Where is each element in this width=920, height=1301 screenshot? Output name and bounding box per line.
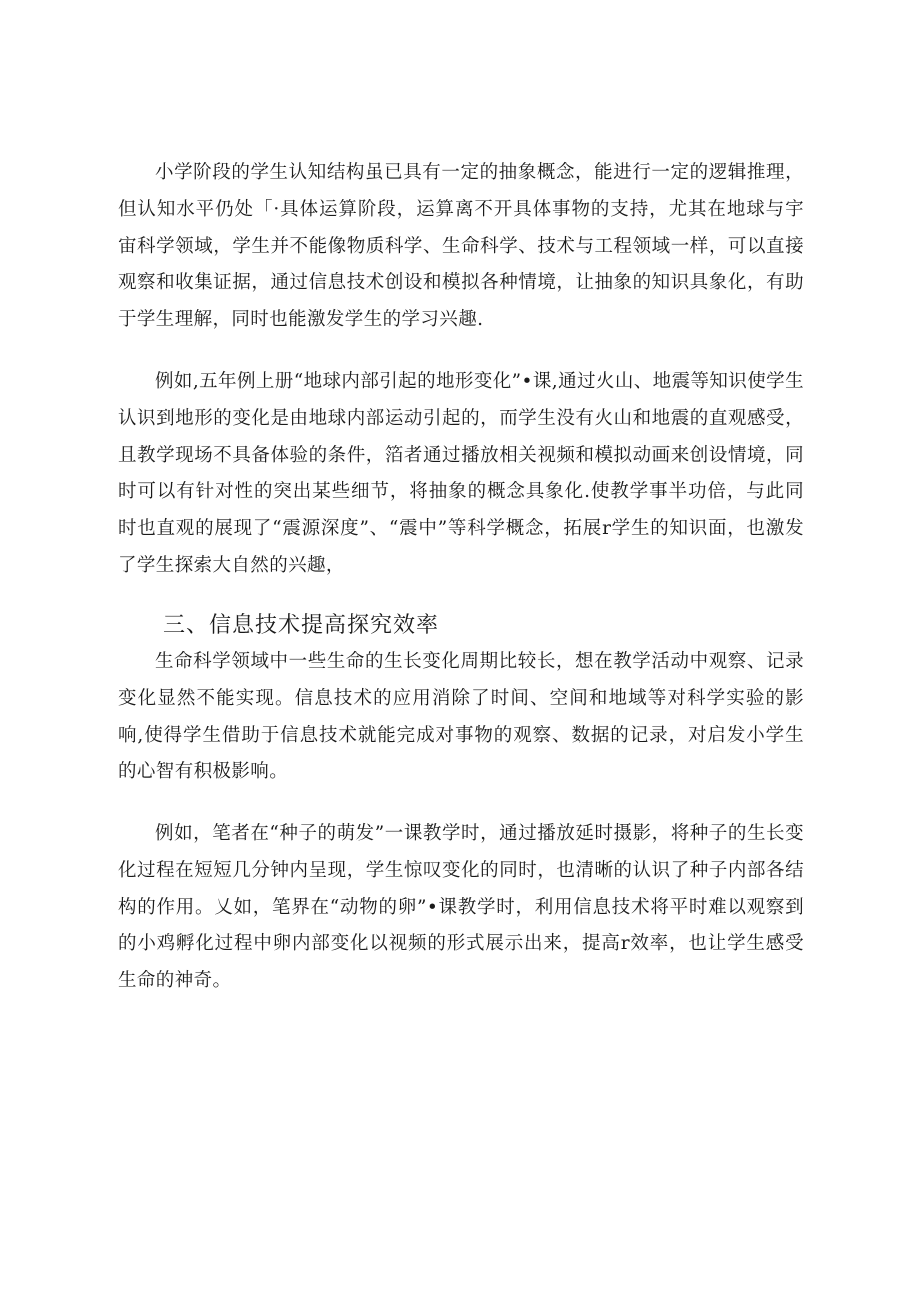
- paragraph-seed-example: 例如，笔者在“种子的萌发”一课教学时，通过播放延时摄影，将种子的生长变化过程在短短几分钟内呈现，学生惊叹变化的同时，也清晰的认识了种子内部各结构的作用。乂如，笔界在“动物的卵”•课教学时，利用信息技术将平时难以观察到的小鸡孵化过程中卵内部变化以视频的形式展示出来，提高r效率，也让学生感受生命的神奇。: [118, 823, 804, 992]
- section-heading: 三、信息技术提高探究效率: [163, 613, 440, 638]
- paragraph-life-science: 生命科学领域中一些生命的生长变化周期比较长，想在教学活动中观察、记录变化显然不能实现。信息技术的应用消除了时间、空间和地域等对科学实验的影响,使得学生借助于信息技术就能完成对事物的观察、数据的记录，对启发小学生的心智有积极影响。: [118, 651, 804, 783]
- paragraph-cognitive-structure: 小学阶段的学生认知结构虽已具有一定的抽象概念，能进行一定的逻辑推理，但认知水平仍处「·具体运算阶段，运算离不开具体事物的支持，尤其在地球与宇宙科学领域，学生并不能像物质科学、生命科学、技术与工程领域一样，可以直接观察和收集证据，通过信息技术创设和模拟各种情境，让抽象的知识具象化，有助于学生理解，同时也能激发学生的学习兴趣.: [118, 162, 804, 331]
- paragraph-landform-example: 例如,五年例上册“地球内部引起的地形变化”•课,通过火山、地震等知识使学生认识到地形的变化是由地球内部运动引起的，而学生没有火山和地震的直观感受，且教学现场不具备体验的条件，箔者通过播放相关视频和模拟动画来创设情境，同时可以有针对性的突出某些细节，将抽象的概念具象化.使教学事半功倍，与此同时也直观的展现了“震源深度”、“震中”等科学概念，拓展r学生的知识面，也激发了学生探索大自然的兴趣，: [118, 371, 804, 576]
